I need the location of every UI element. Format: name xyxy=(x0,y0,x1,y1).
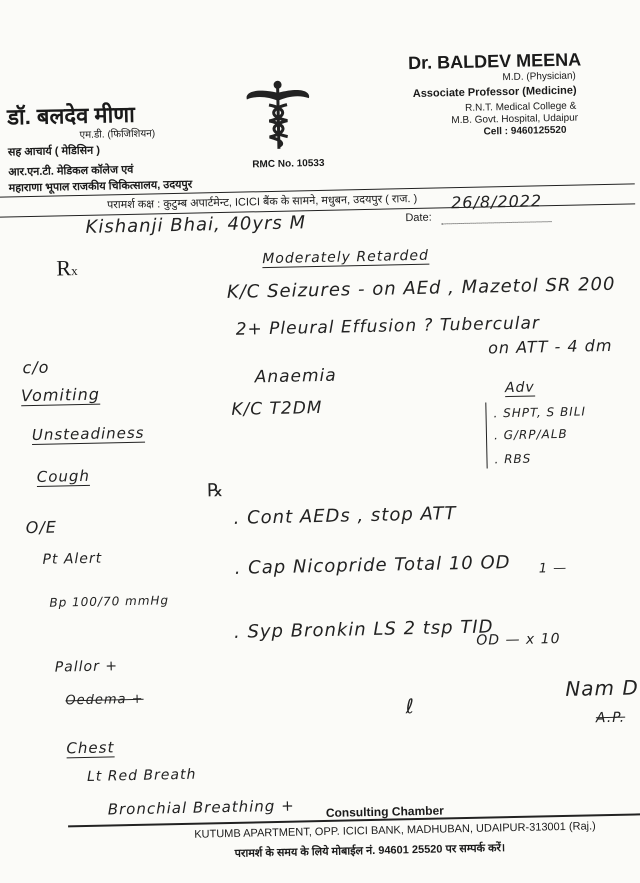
advice-3: . RBS xyxy=(494,451,532,467)
degree-english: M.D. (Physician) xyxy=(502,70,576,84)
chest-2: Bronchial Breathing + xyxy=(107,796,295,819)
medication-3: . Syp Bronkin LS 2 tsp TID xyxy=(233,616,494,643)
advice-title: Adv xyxy=(504,379,535,397)
footer-address: KUTUMB APARTMENT, OPP. ICICI BANK, MADHUBAN, UDAIPUR-313001 (Raj.) xyxy=(194,820,596,841)
advice-bracket xyxy=(485,403,487,469)
degree-hindi: एम.डी. (फिजिशियन) xyxy=(79,128,156,141)
advice-2: . G/RP/ALB xyxy=(493,426,568,443)
exam-4: Oedema + xyxy=(65,691,144,709)
diagnosis-line-1: Moderately Retarded xyxy=(262,247,430,268)
hospital-hindi: महाराणा भूपाल राजकीय चिकित्सालय, उदयपुर xyxy=(8,178,193,195)
medication-2: . Cap Nicopride Total 10 OD xyxy=(234,552,511,579)
complaint-3: Cough xyxy=(36,466,91,486)
medication-1: . Cont AEDs , stop ATT xyxy=(233,503,457,529)
college-hindi: आर.एन.टी. मेडिकल कॉलेज एवं xyxy=(8,163,134,179)
diagnosis-line-2: K/C Seizures - on AEd , Mazetol SR 200 xyxy=(226,273,616,303)
exam-2: Bp 100/70 mmHg xyxy=(49,593,170,610)
signature-mark: ℓ xyxy=(405,694,416,719)
date-value: 26/8/2022 xyxy=(450,191,543,213)
hospital-english: M.B. Govt. Hospital, Udaipur xyxy=(451,112,579,127)
cell-number: Cell : 9460125520 xyxy=(483,124,567,138)
diagnosis-line-5: Anaemia xyxy=(254,365,337,388)
complaints-title: c/o xyxy=(22,357,50,378)
footer-chamber-title: Consulting Chamber xyxy=(325,803,444,820)
doctor-signature-initials: A.P. xyxy=(595,709,626,727)
date-line xyxy=(442,221,552,224)
exam-1: Pt Alert xyxy=(42,550,103,568)
chest-title: Chest xyxy=(66,738,115,758)
designation-english: Associate Professor (Medicine) xyxy=(412,84,577,100)
date-label: Date: xyxy=(405,211,432,225)
designation-hindi: सह आचार्य ( मेडिसिन ) xyxy=(7,144,101,159)
exam-title: O/E xyxy=(25,517,58,538)
complaint-2: Unsteadiness xyxy=(31,423,145,445)
doctor-name-english: Dr. BALDEV MEENA xyxy=(407,49,582,74)
medication-3-dose: 1 — xyxy=(538,560,568,577)
caduceus-logo-icon xyxy=(242,78,313,151)
diagnosis-line-6: K/C T2DM xyxy=(231,397,323,420)
advice-1: . SHPT, S BILI xyxy=(493,404,587,421)
college-english: R.N.T. Medical College & xyxy=(465,100,577,114)
medication-3-freq: OD — x 10 xyxy=(476,631,561,649)
address-hindi: परामर्श कक्ष : कुटुम्ब अपार्टमेन्ट, ICICI बैंक के सामने, मधुबन, उदयपुर ( राज. ) xyxy=(106,192,418,212)
patient-details: Kishanji Bhai, 40yrs M xyxy=(85,212,307,238)
rx-mark: ℞ xyxy=(206,480,225,502)
rmc-number: RMC No. 10533 xyxy=(252,157,325,171)
diagnosis-line-3: 2+ Pleural Effusion ? Tubercular xyxy=(235,313,541,340)
rx-symbol: Rx xyxy=(56,255,78,281)
chest-1: Lt Red Breath xyxy=(86,766,197,785)
exam-3: Pallor + xyxy=(54,658,119,676)
complaint-1: Vomiting xyxy=(20,384,101,406)
footer-mobile: परामर्श के समय के लिये मोबाईल नं. 94601 25520 पर सम्पर्क करें। xyxy=(234,842,506,860)
diagnosis-line-4: on ATT - 4 dm xyxy=(487,335,613,358)
doctor-name-hindi: डॉ. बलदेव मीणा xyxy=(6,101,136,130)
doctor-signature: Nam D xyxy=(565,675,640,701)
